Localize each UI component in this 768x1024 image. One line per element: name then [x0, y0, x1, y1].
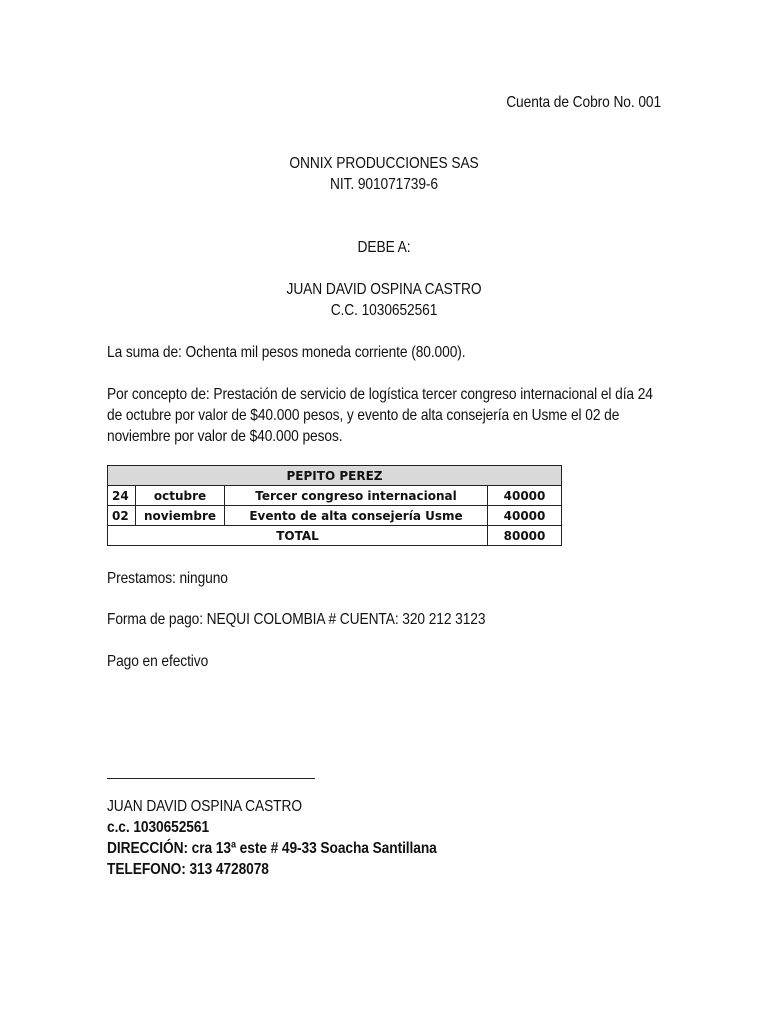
row-description: Evento de alta consejería Usme — [225, 506, 488, 526]
table-row — [108, 486, 562, 506]
company-nit: NIT. 901071739-6 — [329, 176, 439, 193]
signer-name: JUAN DAVID OSPINA CASTRO — [107, 798, 302, 815]
invoice-number: Cuenta de Cobro No. 001 — [506, 94, 661, 111]
signature-line — [107, 778, 315, 779]
payee-id: C.C. 1030652561 — [330, 302, 438, 319]
row-month: noviembre — [136, 506, 225, 526]
concept-text: Por concepto de: Prestación de servicio de logística tercer congreso internacional el día 24 de octubre por valor de $40.000 pesos, y evento de alta consejería en Usme el 02 de noviembre por valor de $40.000 pesos. — [107, 386, 653, 445]
signer-address: DIRECCIÓN: cra 13ª este # 49-33 Soacha Santillana — [107, 840, 437, 857]
table-row — [108, 506, 562, 526]
company-name: ONNIX PRODUCCIONES SAS — [289, 155, 479, 172]
signer-id: c.c. 1030652561 — [107, 819, 210, 836]
total-amount: 80000 — [488, 526, 562, 546]
owes-to-label: DEBE A: — [357, 239, 411, 256]
payee-name: JUAN DAVID OSPINA CASTRO — [286, 281, 482, 298]
row-day: 24 — [108, 486, 136, 506]
sum-text: La suma de: Ochenta mil pesos moneda corriente (80.000). — [107, 344, 466, 361]
signer-phone: TELEFONO: 313 4728078 — [107, 861, 269, 878]
loans-text: Prestamos: ninguno — [107, 570, 228, 587]
total-label: TOTAL — [108, 526, 488, 546]
table-total-row — [108, 526, 562, 546]
row-month: octubre — [136, 486, 225, 506]
table-header-row — [108, 466, 562, 486]
cash-text: Pago en efectivo — [107, 653, 209, 670]
row-amount: 40000 — [488, 486, 562, 506]
services-table — [107, 465, 562, 546]
payment-method-text: Forma de pago: NEQUI COLOMBIA # CUENTA: 320 212 3123 — [107, 611, 486, 628]
row-day: 02 — [108, 506, 136, 526]
row-description: Tercer congreso internacional — [225, 486, 488, 506]
row-amount: 40000 — [488, 506, 562, 526]
table-title: PEPITO PEREZ — [108, 466, 562, 486]
